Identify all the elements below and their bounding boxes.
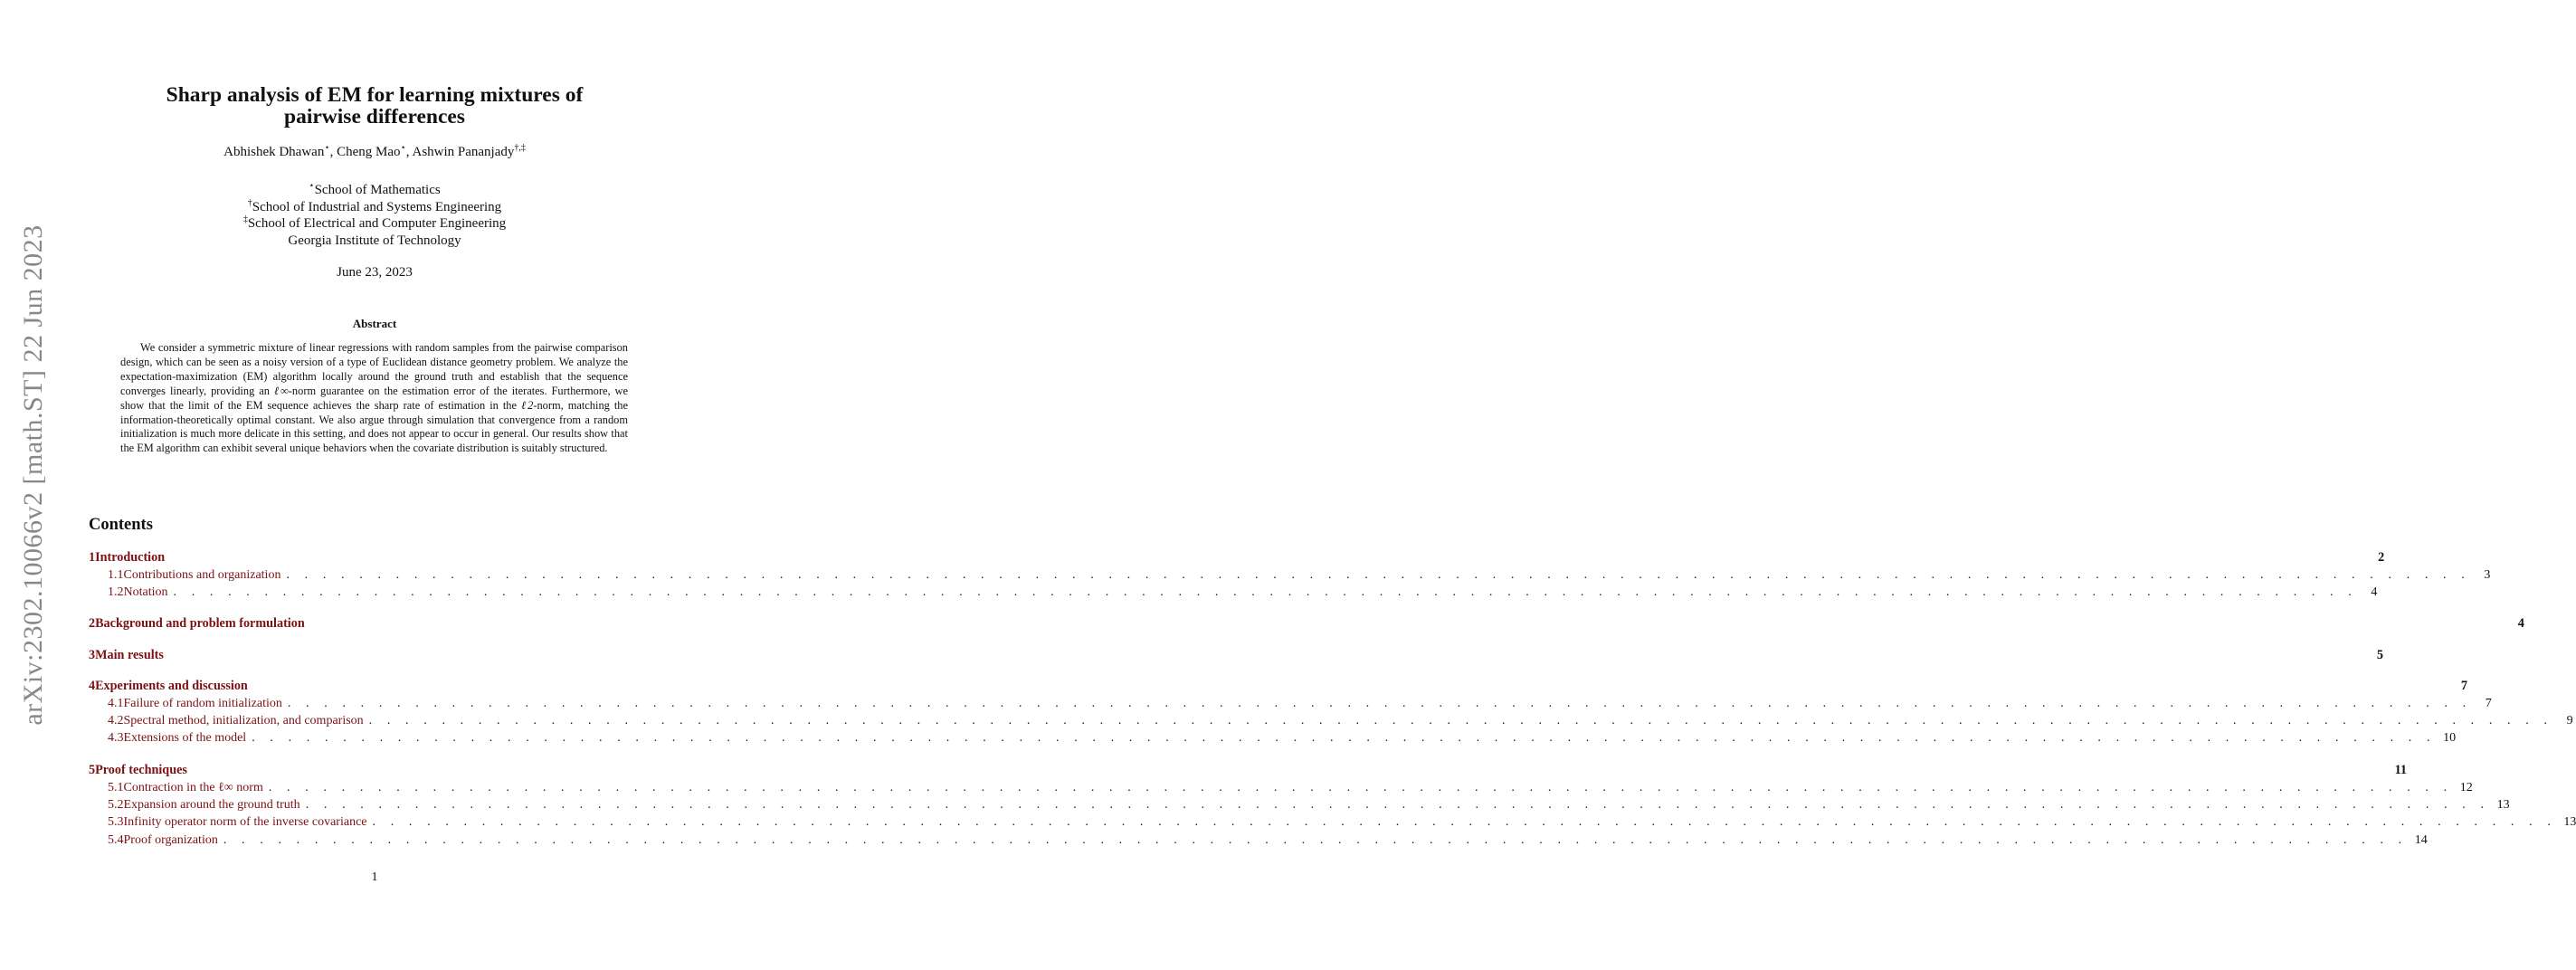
toc-subsection-link[interactable]: Contraction in the ℓ∞ norm	[123, 780, 263, 794]
abstract-text: -norm guarantee on the estimation error of the iterates. Furthermore, we show that the limit of the EM sequence achieves the sharp rate of estimation in the	[120, 384, 628, 412]
toc-page-number: 13	[2563, 815, 2576, 830]
toc-leader: . . . . . . . . . . . . . . . . . . . . . . . . . . . . . . . . . . . . . . . . . . . . . . . . . . . . . . . . . . . . . . . . . . . . . . . . . . . . . . . . . . . . . . . . . . . . . . . . . . . . . . . . . . . . . . . . . . . . . . . .	[173, 585, 2358, 599]
affiliation-line: School of Electrical and Computer Engineering	[247, 216, 507, 231]
toc-section-number: 5	[89, 763, 96, 777]
toc-page-number: 7	[2460, 679, 2467, 693]
paper-title	[118, 84, 632, 128]
toc-subsection[interactable]	[89, 585, 2378, 604]
author-mark: †,‡	[514, 143, 526, 153]
toc-section[interactable]	[89, 763, 2408, 781]
toc-subsection-number: 1.1	[108, 567, 124, 582]
toc-section-number: 2	[89, 616, 96, 631]
abstract-math-l2: ℓ2	[521, 398, 534, 412]
toc-subsection[interactable]	[89, 797, 2510, 816]
toc-leader: . . . . . . . . . . . . . . . . . . . . . . . . . . . . . . . . . . . . . . . . . . . . . . . . . . . . . . . . . . . . . . . . . . . . . . . . . . . . . . . . . . . . . . . . . . . . . . . . . . . . . . . . . . . . . . . . . . . . . . . .	[368, 713, 2553, 728]
toc-leader: . . . . . . . . . . . . . . . . . . . . . . . . . . . . . . . . . . . . . . . . . . . . . . . . . . . . . . . . . . . . . . . . . . . . . . . . . . . . . . . . . . . . . . . . . . . . . . . . . . . . . . . . . . . . . . . . . . . . . . . .	[286, 567, 2471, 582]
toc-leader: . . . . . . . . . . . . . . . . . . . . . . . . . . . . . . . . . . . . . . . . . . . . . . . . . . . . . . . . . . . . . . . . . . . . . . . . . . . . . . . . . . . . . . . . . . . . . . . . . . . . . . . . . . . . . . . . . . . . . . . .	[305, 797, 2490, 812]
toc-page-number: 13	[2496, 797, 2510, 812]
author-mark: ⋆	[324, 143, 330, 153]
abstract-text: We consider a symmetric mixture of linear regressions with random samples from the pairwise comparison design, which can be seen as a noisy version of a type of Euclidean distance geometry problem. We analyze the expectation-maximization (EM) algorithm locally around the ground truth and establish that the sequence converges linearly, providing an	[120, 341, 628, 397]
toc-subsection-link[interactable]: Proof organization	[123, 832, 218, 847]
toc-section[interactable]	[89, 616, 2524, 634]
toc-subsection-number: 4.1	[108, 696, 124, 710]
toc-subsection[interactable]	[89, 815, 2576, 833]
contents-heading: Contents	[89, 516, 153, 534]
title-line-2: pairwise differences	[284, 105, 465, 128]
toc-section-number: 3	[89, 648, 96, 662]
toc-subsection-number: 1.2	[108, 585, 124, 599]
toc-page-number: 4	[2517, 616, 2524, 631]
toc-subsection[interactable]	[89, 567, 2491, 586]
author-name: Abhishek Dhawan	[223, 145, 325, 159]
toc-section-link[interactable]: Proof techniques	[95, 763, 187, 777]
affiliation-line: School of Mathematics	[314, 183, 441, 197]
toc-subsection-number: 4.3	[108, 731, 124, 746]
toc-section-link[interactable]: Background and problem formulation	[95, 616, 305, 631]
toc-section[interactable]	[89, 648, 2384, 666]
toc-page-number: 12	[2459, 780, 2473, 794]
toc-leader: . . . . . . . . . . . . . . . . . . . . . . . . . . . . . . . . . . . . . . . . . . . . . . . . . . . . . . . . . . . . . . . . . . . . . . . . . . . . . . . . . . . . . . . . . . . . . . . . . . . . . . . . . . . . . . . . . . . . . . . .	[268, 780, 2453, 794]
toc-page-number: 2	[2378, 550, 2385, 565]
toc-section[interactable]	[89, 550, 2385, 568]
toc-subsection-link[interactable]: Infinity operator norm of the inverse covariance	[123, 815, 367, 830]
arxiv-watermark: arXiv:2302.10066v2 [math.ST] 22 Jun 2023	[18, 224, 48, 726]
toc-subsection[interactable]	[89, 713, 2573, 732]
toc-subsection-link[interactable]: Spectral method, initialization, and comparison	[123, 713, 364, 728]
toc-section-number: 4	[89, 679, 96, 693]
author-mark: ⋆	[400, 143, 406, 153]
toc-subsection-number: 4.2	[108, 713, 124, 728]
toc-leader: . . . . . . . . . . . . . . . . . . . . . . . . . . . . . . . . . . . . . . . . . . . . . . . . . . . . . . . . . . . . . . . . . . . . . . . . . . . . . . . . . . . . . . . . . . . . . . . . . . . . . . . . . . . . . . . . . . . . . . . .	[287, 696, 2472, 710]
abstract-math-linf: ℓ∞	[273, 384, 289, 397]
toc-leader: . . . . . . . . . . . . . . . . . . . . . . . . . . . . . . . . . . . . . . . . . . . . . . . . . . . . . . . . . . . . . . . . . . . . . . . . . . . . . . . . . . . . . . . . . . . . . . . . . . . . . . . . . . . . . . . . . . . . . . . .	[372, 815, 2557, 830]
affiliation-line: Georgia Institute of Technology	[288, 233, 461, 248]
toc-subsection-link[interactable]: Expansion around the ground truth	[123, 797, 300, 812]
toc-section[interactable]	[89, 679, 2467, 697]
affiliation-mark: †	[247, 197, 252, 208]
toc-section-link[interactable]: Introduction	[95, 550, 166, 565]
page-number: 1	[371, 870, 378, 884]
author-name: Cheng Mao	[337, 145, 401, 159]
toc-subsection-number: 5.3	[108, 815, 124, 830]
affiliation-line: School of Industrial and Systems Engineering	[252, 199, 502, 214]
toc-section-link[interactable]: Experiments and discussion	[95, 679, 248, 693]
toc-subsection[interactable]	[89, 731, 2457, 749]
paper-date: June 23, 2023	[337, 265, 413, 280]
toc-page-number: 11	[2394, 763, 2408, 777]
author-name: Ashwin Pananjady	[412, 145, 515, 159]
toc-page-number: 7	[2485, 696, 2492, 710]
toc-page-number: 14	[2414, 832, 2428, 847]
toc-subsection-link[interactable]: Notation	[123, 585, 168, 599]
toc-leader: . . . . . . . . . . . . . . . . . . . . . . . . . . . . . . . . . . . . . . . . . . . . . . . . . . . . . . . . . . . . . . . . . . . . . . . . . . . . . . . . . . . . . . . . . . . . . . . . . . . . . . . . . . . . . . . . . . . . . . . .	[223, 832, 2408, 847]
toc-subsection-link[interactable]: Extensions of the model	[123, 731, 247, 746]
toc-page-number: 4	[2371, 585, 2378, 599]
toc-subsection-link[interactable]: Failure of random initialization	[123, 696, 282, 710]
toc-section-link[interactable]: Main results	[95, 648, 164, 662]
toc-subsection-number: 5.4	[108, 832, 124, 847]
affiliation-mark: ⋆	[309, 181, 315, 191]
affiliation-mark: ‡	[242, 214, 248, 224]
abstract-heading: Abstract	[352, 317, 397, 330]
abstract-text: -norm, matching the information-theoretically optimal constant. We also argue through simulation that convergence from a random initialization is much more delicate in this setting, and does not appear to occur in general. Our results show that the EM algorithm can exhibit several unique behaviors when the covariate distribution is suitably structured.	[120, 398, 628, 455]
toc-page-number: 5	[2376, 648, 2384, 662]
toc-subsection-number: 5.2	[108, 797, 124, 812]
title-line-1: Sharp analysis of EM for learning mixtures of	[166, 83, 584, 107]
toc-page-number: 9	[2566, 713, 2573, 728]
toc-subsection[interactable]	[89, 696, 2492, 715]
author-list: Abhishek Dhawan⋆, Cheng Mao⋆, Ashwin Pananjady†,‡	[223, 143, 526, 159]
toc-page-number: 3	[2484, 567, 2491, 582]
toc-subsection[interactable]	[89, 832, 2428, 851]
toc-leader: . . . . . . . . . . . . . . . . . . . . . . . . . . . . . . . . . . . . . . . . . . . . . . . . . . . . . . . . . . . . . . . . . . . . . . . . . . . . . . . . . . . . . . . . . . . . . . . . . . . . . . . . . . . . . . . . . . . . . . . .	[252, 731, 2437, 746]
affiliations	[118, 182, 632, 249]
toc-section-number: 1	[89, 550, 96, 565]
toc-subsection-link[interactable]: Contributions and organization	[123, 567, 281, 582]
abstract-body	[120, 341, 628, 456]
toc-subsection[interactable]	[89, 780, 2473, 799]
toc-subsection-number: 5.1	[108, 780, 124, 794]
toc-page-number: 10	[2443, 731, 2457, 746]
